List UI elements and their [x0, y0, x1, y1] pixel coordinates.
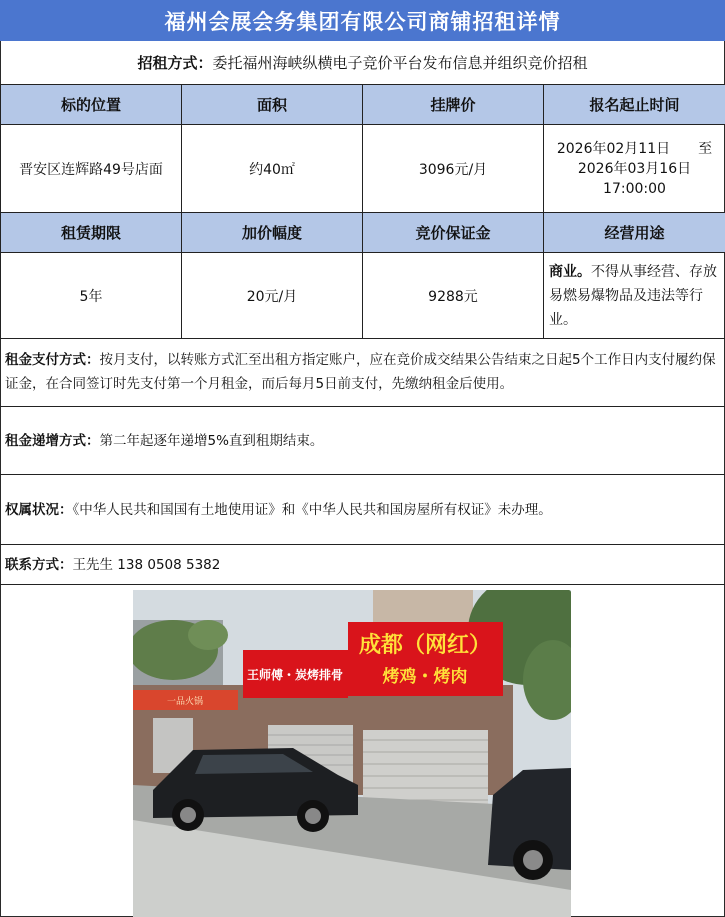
business-use-type: 商业。 [549, 263, 591, 280]
header-price: 挂牌价 [363, 85, 544, 125]
business-use-restriction: 不得从事经营、存放易燃易爆物品及违法等行业。 [549, 263, 717, 328]
contact-label: 联系方式： [5, 556, 73, 573]
ownership-label: 权属状况： [5, 501, 73, 518]
right-car-rim [523, 850, 543, 870]
sign-chengdu-text: 成都（网红） [358, 633, 492, 658]
left-tree-2 [188, 620, 228, 650]
bid-increment-value: 20元/月 [182, 253, 363, 339]
sign-ribs-text: 王师傅・炭烤排骨 [246, 668, 344, 682]
rent-escalation-label: 租金递增方式： [5, 432, 100, 449]
sign-hotpot-text: 一品火锅 [166, 697, 204, 707]
table-header-row [1, 85, 725, 125]
suv-rim-front [180, 807, 196, 823]
header-registration-period: 报名起止时间 [544, 85, 725, 125]
details-table-2 [0, 212, 725, 339]
payment-method-text: 按月支付，以转账方式汇至出租方指定账户，应在竞价成交结果公告结束之日起5个工作日内支付履约保证金，在合同签订时先支付第一个月租金，而后每月5日前支付，先缴纳租金后使用。 [5, 352, 716, 392]
registration-start: 2026年02月11日 至 [556, 140, 713, 157]
header-business-use: 经营用途 [544, 213, 725, 253]
header-location: 标的位置 [1, 85, 182, 125]
header-lease-term: 租赁期限 [1, 213, 182, 253]
contact-row [0, 545, 725, 585]
table-row [1, 253, 725, 339]
sign-grill-text: 烤鸡・烤肉 [382, 667, 468, 687]
bid-deposit-value: 9288元 [363, 253, 544, 339]
leasing-method-row [0, 41, 725, 85]
header-area: 面积 [182, 85, 363, 125]
rent-escalation-row [0, 407, 725, 475]
ownership-row [0, 475, 725, 545]
registration-end-time: 17:00:00 [603, 180, 666, 197]
registration-period-value [544, 125, 725, 213]
payment-method-row [0, 338, 725, 407]
registration-end: 2026年03月16日 [577, 160, 692, 177]
header-bid-deposit: 竞价保证金 [363, 213, 544, 253]
table-header-row [1, 213, 725, 253]
lease-term-value: 5年 [1, 253, 182, 339]
rent-escalation-text: 第二年起逐年递增5%直到租期结束。 [99, 432, 324, 449]
ownership-text: 《中华人民共和国国有土地使用证》和《中华人民共和国房屋所有权证》未办理。 [72, 501, 552, 518]
leasing-method-value: 委托福州海峡纵横电子竞价平台发布信息并组织竞价招租 [212, 54, 588, 72]
suv-rim-rear [305, 808, 321, 824]
header-bid-increment: 加价幅度 [182, 213, 363, 253]
shutter-right [363, 730, 488, 810]
page-title: 福州会展会务集团有限公司商铺招租详情 [0, 0, 725, 41]
details-table-1 [0, 84, 725, 213]
area-value: 约40㎡ [182, 125, 363, 213]
contact-text: 王先生 138 0508 5382 [72, 556, 221, 573]
payment-method-label: 租金支付方式： [5, 352, 100, 368]
price-value: 3096元/月 [363, 125, 544, 213]
storefront-photo-illustration [133, 590, 571, 917]
business-use-value [544, 253, 725, 339]
storefront-photo [133, 590, 571, 917]
leasing-method-label: 招租方式： [137, 54, 213, 72]
location-value: 晋安区连辉路49号店面 [1, 125, 182, 213]
table-row [1, 125, 725, 213]
